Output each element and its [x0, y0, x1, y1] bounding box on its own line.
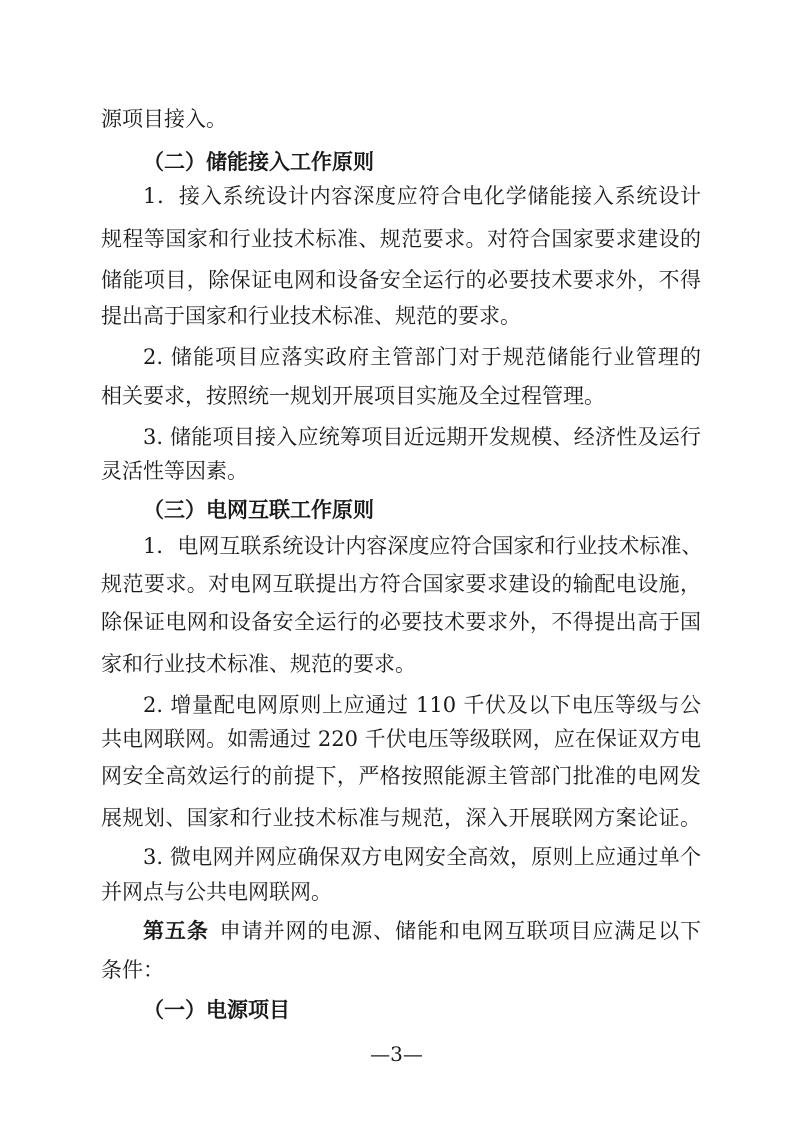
paragraph-line: 2. 储能项目应落实政府主管部门对于规范储能行业管理的: [143, 345, 701, 369]
paragraph-line: 展规划、国家和行业技术标准与规范，深入开展联网方案论证。: [101, 806, 701, 830]
paragraph-line: 2. 增量配电网原则上应通过 110 千伏及以下电压等级与公: [143, 693, 701, 717]
paragraph-line: 家和行业技术标准、规范的要求。: [101, 652, 416, 676]
paragraph-line: 3. 微电网并网应确保双方电网安全高效，原则上应通过单个: [143, 845, 701, 869]
paragraph-line: 储能项目，除保证电网和设备安全运行的必要技术要求外，不得: [101, 268, 701, 292]
page-number-dash-left: —: [370, 1042, 391, 1066]
paragraph-line: 并网点与公共电网联网。: [101, 880, 332, 904]
paragraph-line: 相关要求，按照统一规划开展项目实施及全过程管理。: [101, 384, 605, 408]
paragraph-line: 提出高于国家和行业技术标准、规范的要求。: [101, 304, 521, 328]
paragraph-line: 灵活性等因素。: [101, 459, 248, 483]
paragraph-line: 共电网联网。如需通过 220 千伏电压等级联网，应在保证双方电: [101, 727, 701, 751]
paragraph-line: 规程等国家和行业技术标准、规范要求。对符合国家要求建设的: [101, 227, 701, 251]
paragraph-line: 网安全高效运行的前提下，严格按照能源主管部门批准的电网发: [101, 764, 701, 788]
paragraph-line: 3. 储能项目接入应统筹项目近远期开发规模、经济性及运行: [143, 425, 701, 449]
page-number-dash-right: —: [402, 1042, 423, 1066]
paragraph-line: 条件：: [101, 958, 164, 982]
section-heading-storage: （二）储能接入工作原则: [143, 150, 374, 174]
paragraph-line: 源项目接入。: [101, 107, 227, 131]
page-number: [0, 1040, 793, 1068]
sub-heading-power-source: （一）电源项目: [143, 998, 290, 1022]
section-heading-grid: （三）电网互联工作原则: [143, 498, 374, 522]
page-number-value: 3: [390, 1042, 403, 1066]
paragraph-line: 除保证电网和设备安全运行的必要技术要求外，不得提出高于国: [101, 610, 701, 634]
paragraph-line: 规范要求。对电网互联提出方符合国家要求建设的输配电设施，: [101, 572, 701, 596]
paragraph-line: 1．电网互联系统设计内容深度应符合国家和行业技术标准、: [143, 534, 703, 558]
article-text: 申请并网的电源、储能和电网互联项目应满足以下: [218, 919, 702, 943]
paragraph-line: 1．接入系统设计内容深度应符合电化学储能接入系统设计: [143, 184, 701, 208]
article-five-line: [143, 915, 701, 947]
article-label: 第五条: [143, 919, 209, 943]
